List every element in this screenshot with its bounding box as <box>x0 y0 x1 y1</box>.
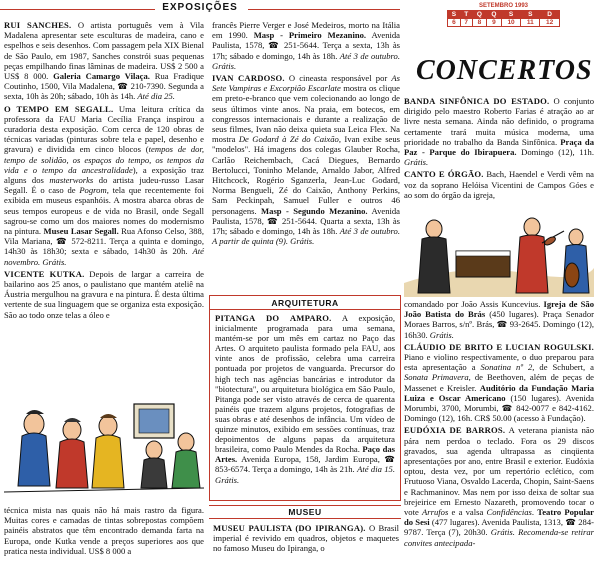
listing-banda-sinfonica <box>404 96 594 167</box>
listing-title: BANDA SINFÔNICA DO ESTADO. <box>404 96 550 106</box>
listing-title: RUI SANCHES. <box>4 20 72 30</box>
listing-text: O cineasta responsável por <box>284 73 392 84</box>
listing-italic: Arrufos <box>422 507 449 518</box>
listing-title: EUDÓXIA DE BARROS. <box>404 425 506 436</box>
listing-details: Avenida Paulista, 1578, ☎ 251-5644. Terça a sexta, 13h às 17h; sábado e domingo, 14h às 18h. <box>212 30 400 61</box>
arquitetura-header: ARQUITETURA <box>210 296 400 310</box>
calendar-dates <box>448 19 560 27</box>
listing-igreja-sao-joao <box>404 299 594 340</box>
listing-canto-orgao <box>404 169 594 200</box>
listing-text: O artista português vem à Vila Madalena apresentar sete esculturas de madeira, cano e espelhos e seis desenhos. Com passagem pela XIX Bienal de São Paulo, em 1987, Sanches constrói suas pequenas peças empilhando finas lâminas de madeira. US$ 2 500 a US$ 8 000. <box>4 20 204 82</box>
weekday: T <box>460 11 472 19</box>
listing-rui-sanches <box>4 20 204 102</box>
calendar-month: SETEMBRO 1993 <box>478 3 529 9</box>
listing-venue: Paço das Artes. <box>215 444 395 465</box>
listing-title: MUSEU PAULISTA (DO IPIRANGA). <box>213 523 366 533</box>
listing-text: técnica mista nas quais não há mais rastro da figura. Muitas cores e camadas de tintas sobrepostas compõem painéis abstratos que têm encontrado demanda farta na Europa, onde Kutka vende a preços superiores aos que pratica nesta individual. US$ 8 000 a <box>4 505 204 556</box>
listing-text: O Brasil imperial é revivido em quadros, objetos e maquetes no famoso Museu do Ipiranga, o <box>213 523 399 554</box>
listing-text: do artista judeu-russo Lasar Segall. É o caso de <box>4 175 204 196</box>
listing-vicente-kutka <box>4 269 204 320</box>
listing-museu-paulista <box>213 523 399 554</box>
date: 9 <box>487 19 502 27</box>
listing-dates: Grátis. <box>429 329 454 340</box>
column-3 <box>404 96 594 202</box>
listing-dates: Até dia 15. Grátis. <box>215 464 395 485</box>
listing-title: CANTO E ÓRGÃO. <box>404 169 484 180</box>
calendar-grid <box>447 10 560 27</box>
section-title: EXPOSIÇÕES <box>162 2 238 13</box>
date: 10 <box>501 19 521 27</box>
arquitetura-box <box>209 295 401 501</box>
listing-text: , Ivan exibe seus "modelos". Há imagens dos colegas Glauber Rocha, Carlão Reichembach, Cacá Diegues, Bernardo Bertolucci, Toninho Melande, Arnaldo Jabor, Alfred Hitchcock, Rogério Sganzerla, Jean-Luc Godard, Norma Bengueli, Zé do Caixão, Anthony Perkins, Sam Peckinpah, Samuel Fuller e outros 46 personagens. <box>212 134 400 216</box>
listing-text: Uma leitura crítica da professora da FAU Maria Cecília França inspirou a curadoria desta exposição. Com cerca de 120 obras de técnicas variadas (pinturas sobre tela e papel, desenho e gravura) e dividida em cinco blocos ( <box>4 103 204 155</box>
listing-text: ), a exposição traz alguns dos <box>4 164 204 186</box>
arquitetura-body <box>210 310 400 488</box>
weekday: Q <box>487 11 502 19</box>
listing-venue: Masp - Segundo Mezanino. <box>261 205 368 216</box>
weekday: S <box>521 11 540 19</box>
weekday: S <box>448 11 461 19</box>
listing-details: Domingo (12), 11h. <box>516 147 594 158</box>
date: 8 <box>472 19 487 27</box>
listing-details: (150 lugares). Avenida Morumbi, 3700, Morumbi, ☎ 842-0077 e 842-4162. Domingo (12), 16h. CR$ 50.00 (acesso à Fundação). <box>404 392 594 424</box>
listing-dates: Até novembro. Grátis. <box>4 246 204 267</box>
listing-title: CLÁUDIO DE BRITO E LUCIAN ROGULSKI. <box>404 341 594 352</box>
listing-text: A exposição, inicialmente programada para uma semana, mantém-se por um mês em cartaz no Paço das Artes. O arquiteto paulista formado pela FAU, aos vinte anos de profissão, celebra uma carreira pontuada por projetos de vanguarda. Precursor do high tech nas agências bancárias e introdutor da "biotectura", ou arquitetura biológica em São Paulo, Pitanga pode ser visto através de cerca de quarenta painéis que trazem alguns projetos, fotografias de suas obras e até desenhos de infância. Um vídeo de quinze minutos, exibido em sessões contínuas, traz depoimentos de alguns papas da arquitetura brasileira, como Paulo Mendes da Rocha. <box>215 313 395 455</box>
weekday: S <box>501 11 521 19</box>
listing-text: , de Schubert, a <box>532 362 594 373</box>
weekday: D <box>540 11 560 19</box>
listing-dates: Até dia 25. <box>137 91 175 102</box>
listing-details: Avenida Paulista, 1578, ☎ 251-5644. Quarta a sexta, 13h às 17h; sábado e domingo, 14h às 18h. <box>212 205 400 237</box>
listing-text: francês Pierre Verger e José Medeiros, morto na Itália em 1990. <box>212 20 400 41</box>
listing-details: (477 lugares). Avenida Paulista, 1313, ☎ 284-9787. Terça (7), 20h30. <box>404 517 594 538</box>
listing-venue: Galeria Camargo Vilaça. <box>53 71 150 82</box>
listing-italic: tempos de dor, tempo de solidão, os espaços do tempo, os tempos da vida e o tempo da ancestralidade <box>4 144 204 175</box>
listing-dates: Até 3 de outubro. Grátis. <box>212 50 400 71</box>
listing-eudoxia-barros <box>404 425 594 547</box>
listing-text: O conjunto dirigido pelo maestro Roberto Farias é atração ao ar livre nesta semana. Ainda não definido, o programa certamente trará muita música moderna, uma prioridade no trabalho da Banda Sinfônica. <box>404 96 594 147</box>
listing-text: comandado por João Assis Kuncevius. <box>404 299 544 309</box>
listing-venue: Museu Lasar Segall. <box>43 226 119 237</box>
listing-italic: Sonata Primavera <box>404 372 469 383</box>
figures-illustration <box>4 396 204 502</box>
week-calendar <box>447 2 560 27</box>
listing-text: Bach, Haendel e Verdi vêm na voz da soprano Helóisa Vicentini de Campos Góes e ao som do órgão da igreja, <box>404 169 594 200</box>
museu-header: MUSEU <box>209 505 401 519</box>
listing-text: . <box>531 507 538 518</box>
listing-tempo-segall <box>4 104 204 267</box>
concertos-title: CONCERTOS <box>416 55 593 86</box>
listing-dates: Grátis. Recomenda-se retirar convites antecipada- <box>404 527 594 548</box>
listing-verger-medeiros <box>212 20 400 71</box>
calendar-weekdays <box>448 11 560 19</box>
listing-text: Depois de largar a carreira de bailarino aos 25 anos, o paulistano que mantém ateliê na Áustria mergulhou na gravura e na pintura. É desta última vertente de sua linguagem que se organiza esta exposição. São ao todo onze telas a óleo e <box>4 268 204 320</box>
date: 11 <box>521 19 540 27</box>
listing-venue: Auditório da Fundação Maria Luiza e Oscar Americano <box>404 382 594 403</box>
listing-italic: masterworks <box>49 175 94 186</box>
listing-venue: Teatro Popular do Sesi <box>404 507 594 528</box>
listing-text: Piano e violino respectivamente, o duo preparou para esta apresentação a <box>404 352 594 373</box>
column-3-continued <box>404 299 594 550</box>
musicians-illustration <box>404 213 594 297</box>
date: 6 <box>448 19 461 27</box>
listing-details: Rua Afonso Celso, 388, Vila Mariana, ☎ 572-8211. Terça a quinta e domingo, 14h30 às 18h30; sexta e sábado, 14h30 às 20h. <box>4 226 204 257</box>
listing-venue: Praça da Paz - Parque do Ibirapuera. <box>404 136 595 158</box>
listing-italic: As Sete Vampiras e Excorpião Escarlate <box>212 73 400 94</box>
listing-details: (450 lugares). Praça Senador Moraes Barros, s/nº. Brás, ☎ 93-2645. Domingo (12), 16h30. <box>404 309 594 340</box>
section-header-exposicoes <box>0 2 400 16</box>
museu-column <box>213 523 399 556</box>
listing-title: IVAN CARDOSO. <box>212 73 285 84</box>
weekday: Q <box>472 11 487 19</box>
listing-claudio-lucian <box>404 342 594 424</box>
listing-ivan-cardoso <box>212 73 400 246</box>
listing-title: VICENTE KUTKA. <box>4 268 85 279</box>
listing-details: Avenida Europa, 158, Jardim Europa, ☎ 853-6574. Terça a domingo, 14h às 21h. <box>215 454 395 475</box>
listing-venue: Igreja de São João Batista do Brás <box>404 299 594 320</box>
column-1-continued <box>4 505 204 558</box>
listing-title: PITANGA DO AMPARO. <box>215 313 332 323</box>
listing-dates: Até 3 de outubro. A partir de quinta (9). Grátis. <box>212 226 400 247</box>
listing-dates: Grátis. <box>404 157 429 168</box>
column-2 <box>212 20 400 248</box>
listing-text: mostra os clique em preto-e-branco que vem colecionando ao longo de seus últimos vinte anos. Na praia, em botecos, em congressos internacionais e durante a realização de seus filmes, Ivan não deixa quieta sua Leica Flex. Na mostra <box>212 83 400 145</box>
listing-text: , de Beethoven, além de peças de Massenet e Kreisler. <box>404 372 594 393</box>
listing-italic: Sonatina nº 2 <box>480 362 533 373</box>
listing-italic: Pogrom <box>79 185 107 196</box>
date: 12 <box>540 19 560 27</box>
listing-text: , tela que recentemente foi exibida em museus espanhóis. A mostra abarca obras de seus tempos europeus e de vida no Brasil, onde Segall sagrou-se como um dos maiores nomes do modernismo na pintura. <box>4 185 204 237</box>
header-rule-right <box>248 9 400 10</box>
listing-title: O TEMPO EM SEGALL. <box>4 103 114 114</box>
column-1 <box>4 20 204 322</box>
date: 7 <box>460 19 472 27</box>
listing-text: e a valsa <box>448 507 487 518</box>
listing-italic: Confidências <box>486 507 532 518</box>
listing-text: A veterana pianista não pára nem perdoa o teclado. Fora os 29 discos gravados, sua agenda ultrapassa as cinqüenta apresentações por ano, entre Brasil e exterior. Eudóxia optou, desta vez, por um repertório eclético, com Frutuoso Viana, Osvaldo Lacerda, Chopin, Saint-Saens e Rachmaninov. Mas nem por isso deixa de soltar sua brejeirice em Ernesto Nazareth, promovendo tocar o vote <box>404 425 594 518</box>
listing-details: Rua Fradique Coutinho, 1500, Vila Madalena, ☎ 210-7390. Segunda a sexta, 10h às 20h; sábado, 10h às 14h. <box>4 71 204 102</box>
listing-italic: De Godard à Zé do Caixão <box>238 134 339 145</box>
listing-venue: Masp - Primeiro Mezanino. <box>253 30 367 41</box>
